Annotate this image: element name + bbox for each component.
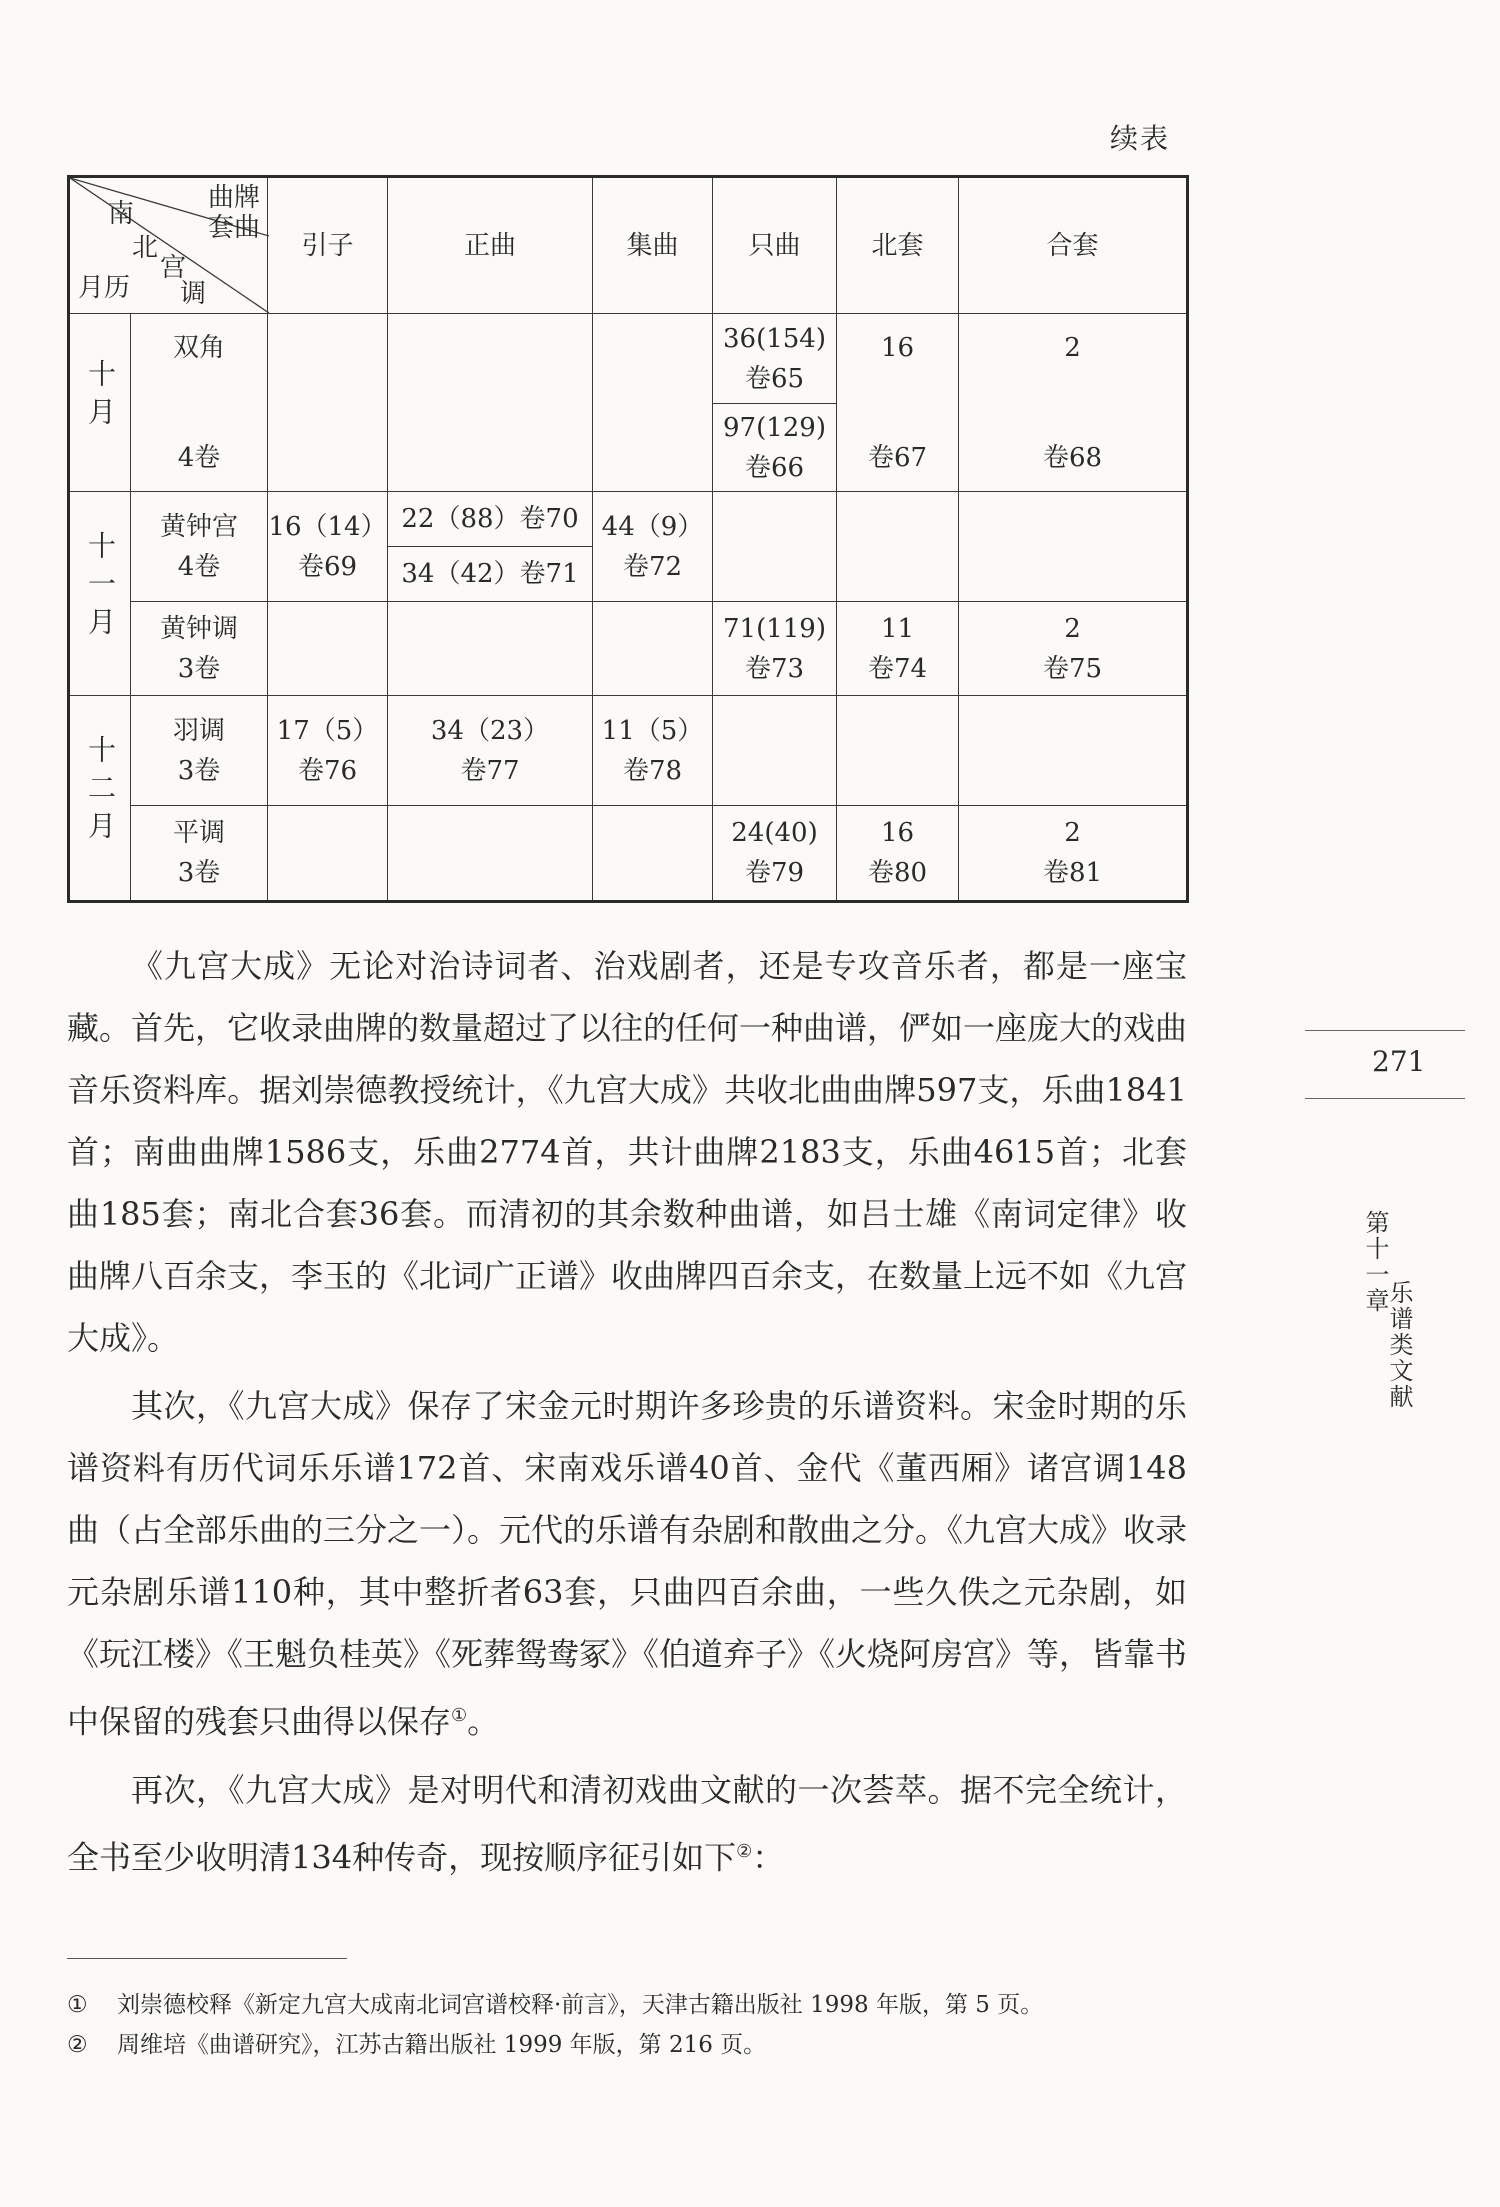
table-row [69, 602, 1188, 696]
header-beitao: 北套 [837, 177, 959, 314]
footnote-mark: ② [67, 2032, 88, 2058]
cell-line: 卷74 [867, 653, 928, 684]
cell-line: 2 [1064, 818, 1081, 848]
month-label: 十月 [84, 358, 117, 435]
header-jiqu: 集曲 [593, 177, 713, 314]
jiqu-cell [593, 696, 713, 806]
header-hetao: 合套 [959, 177, 1188, 314]
empty-cell [593, 806, 713, 902]
beitao-cell [837, 314, 959, 492]
empty-cell [388, 314, 593, 492]
mode-cell [131, 806, 268, 902]
mode-name: 双角 [172, 332, 225, 363]
beitao-cell [837, 806, 959, 902]
paragraph-2 [67, 1375, 1187, 1753]
cell-line: 卷69 [297, 551, 358, 582]
header-row [69, 177, 1188, 314]
jiqu-cell [593, 492, 713, 602]
diag-tiao: 调 [180, 279, 207, 309]
empty-cell [593, 314, 713, 492]
cell-line: 卷75 [1042, 653, 1103, 684]
mode-juan: 3卷 [177, 858, 221, 888]
empty-cell [959, 492, 1188, 602]
empty-cell [713, 492, 837, 602]
empty-cell [388, 806, 593, 902]
mode-name: 平调 [172, 818, 225, 848]
cell-line: 卷76 [297, 755, 358, 786]
cell-line: 11（5） [601, 715, 704, 746]
month-cell-12 [69, 696, 131, 902]
paragraph-3 [67, 1759, 1187, 1889]
paragraph-3-text: 再次，《九宫大成》是对明代和清初戏曲文献的一次荟萃。据不完全统计，全书至少收明清134种传奇，现按顺序征引如下 [67, 1770, 1187, 1877]
diag-bei: 北 [132, 233, 159, 263]
page-number: 271 [1372, 1045, 1426, 1078]
zhiqu-cell [713, 404, 837, 492]
mode-cell [131, 696, 268, 806]
footnote-text: 周维培《曲谱研究》，江苏古籍出版社 1999 年版，第 216 页。 [117, 2032, 767, 2058]
empty-cell [268, 314, 388, 492]
footnote-1 [67, 1990, 1043, 2020]
cell-line: 16（14） [268, 511, 387, 542]
hetao-cell [959, 314, 1188, 492]
hetao-cell [959, 602, 1188, 696]
empty-cell [268, 602, 388, 696]
empty-cell [593, 602, 713, 696]
mode-juan: 4卷 [177, 442, 221, 473]
continued-label: 续表 [1110, 122, 1171, 155]
zhengqu-cell: 34（42）卷71 [388, 547, 593, 602]
empty-cell [713, 696, 837, 806]
paragraph-2-end: 。 [467, 1702, 500, 1741]
footnote-ref-1[interactable]: ① [451, 1705, 468, 1726]
cell-line: 2 [1064, 613, 1081, 644]
cell-line: 16 [880, 332, 915, 363]
cell-line: 17（5） [276, 715, 379, 746]
mode-cell [131, 602, 268, 696]
cell-line: 卷65 [744, 363, 805, 394]
hetao-cell [959, 806, 1188, 902]
diag-gong: 宫 [160, 253, 187, 283]
footnote-2 [67, 2030, 766, 2060]
header-yinzi: 引子 [268, 177, 388, 314]
diag-qupai: 曲牌 [208, 183, 261, 213]
table-row [69, 314, 1188, 404]
cell-line: 71(119) [723, 613, 826, 644]
table-row [69, 492, 1188, 547]
body-text [67, 935, 1187, 1888]
cell-line: 16 [880, 818, 915, 848]
diag-taoqu: 套曲 [208, 213, 261, 243]
yinzi-cell [268, 696, 388, 806]
zhengqu-cell: 22（88）卷70 [388, 492, 593, 547]
cell-line: 34（23） [430, 715, 550, 746]
mode-juan: 3卷 [177, 755, 221, 786]
paragraph-1: 《九宫大成》无论对治诗词者、治戏剧者，还是专攻音乐者，都是一座宝藏。首先，它收录曲牌的数量超过了以往的任何一种曲谱，俨如一座庞大的戏曲音乐资料库。据刘崇德教授统计，《九宫大成》共收北曲曲牌597支，乐曲1841首；南曲曲牌1586支，乐曲2774首，共计曲牌2183支，乐曲4615首；北套曲185套；南北合套36套。而清初的其余数种曲谱，如吕士雄《南词定律》收曲牌八百余支，李玉的《北词广正谱》收曲牌四百余支，在数量上远不如《九宫大成》。 [67, 947, 1188, 1357]
mode-juan: 3卷 [177, 653, 221, 684]
paragraph-2-text: 其次，《九宫大成》保存了宋金元时期许多珍贵的乐谱资料。宋金时期的乐谱资料有历代词乐乐谱172首、宋南戏乐谱40首、金代《董西厢》诸宫调148曲（占全部乐曲的三分之一）。元代的乐谱有杂剧和散曲之分。《九宫大成》收录元杂剧乐谱110种，其中整折者63套，只曲四百余曲，一些久佚之元杂剧，如《玩江楼》《王魁负桂英》《死葬鸳鸯冢》《伯道弃子》《火烧阿房宫》等，皆靠书中保留的残套只曲得以保存 [67, 1387, 1188, 1741]
cell-line: 卷67 [867, 442, 928, 473]
cell-line: 卷79 [744, 858, 805, 888]
empty-cell [268, 806, 388, 902]
header-zhengqu: 正曲 [388, 177, 593, 314]
month-cell-11 [69, 492, 131, 696]
cell-line: 卷66 [744, 452, 805, 483]
footnote-divider [67, 1958, 347, 1959]
footnote-text: 刘崇德校释《新定九宫大成南北词宫谱校释·前言》，天津古籍出版社 1998 年版，第 5 页。 [117, 1992, 1044, 2018]
cell-line: 卷77 [460, 755, 520, 786]
side-title: 乐谱类文献 [1385, 1280, 1413, 1410]
zhiqu-cell [713, 314, 837, 404]
diagonal-header-cell [69, 177, 268, 314]
page-number-rule-bottom [1305, 1098, 1465, 1099]
cell-line: 2 [1064, 332, 1081, 363]
cell-line: 11 [880, 613, 915, 644]
empty-cell [837, 492, 959, 602]
footnote-ref-2[interactable]: ② [736, 1840, 753, 1862]
zhiqu-cell [713, 806, 837, 902]
mode-cell [131, 314, 268, 492]
empty-cell [959, 696, 1188, 806]
zhengqu-cell [388, 696, 593, 806]
yinzi-cell [268, 492, 388, 602]
header-zhiqu: 只曲 [713, 177, 837, 314]
side-chapter: 第十一章 [1361, 1210, 1389, 1314]
cell-line: 44（9） [601, 511, 704, 542]
diag-nan: 南 [108, 199, 135, 229]
cell-line: 卷78 [622, 755, 683, 786]
mode-name: 黄钟调 [159, 613, 238, 644]
cell-line: 卷68 [1042, 442, 1103, 473]
cell-line: 卷72 [622, 551, 683, 582]
cell-line: 24(40) [731, 818, 818, 848]
cell-line: 卷73 [744, 653, 805, 684]
paragraph-3-end: ： [752, 1838, 785, 1877]
page-number-rule-top [1305, 1030, 1465, 1031]
mode-name: 黄钟宫 [159, 511, 238, 542]
month-label: 十一月 [84, 530, 117, 645]
qupai-table [67, 175, 1189, 903]
month-label: 十二月 [84, 735, 117, 849]
mode-juan: 4卷 [177, 551, 221, 582]
table-row [69, 806, 1188, 902]
table-row [69, 696, 1188, 806]
zhiqu-cell [713, 602, 837, 696]
cell-line: 97(129) [723, 412, 826, 443]
mode-cell [131, 492, 268, 602]
beitao-cell [837, 602, 959, 696]
month-cell-10 [69, 314, 131, 492]
footnote-mark: ① [67, 1992, 88, 2018]
mode-name: 羽调 [172, 715, 225, 746]
cell-line: 36(154) [723, 323, 826, 354]
empty-cell [837, 696, 959, 806]
cell-line: 卷80 [867, 858, 928, 888]
empty-cell [388, 602, 593, 696]
diag-yueli: 月历 [78, 273, 131, 303]
cell-line: 卷81 [1042, 858, 1103, 888]
